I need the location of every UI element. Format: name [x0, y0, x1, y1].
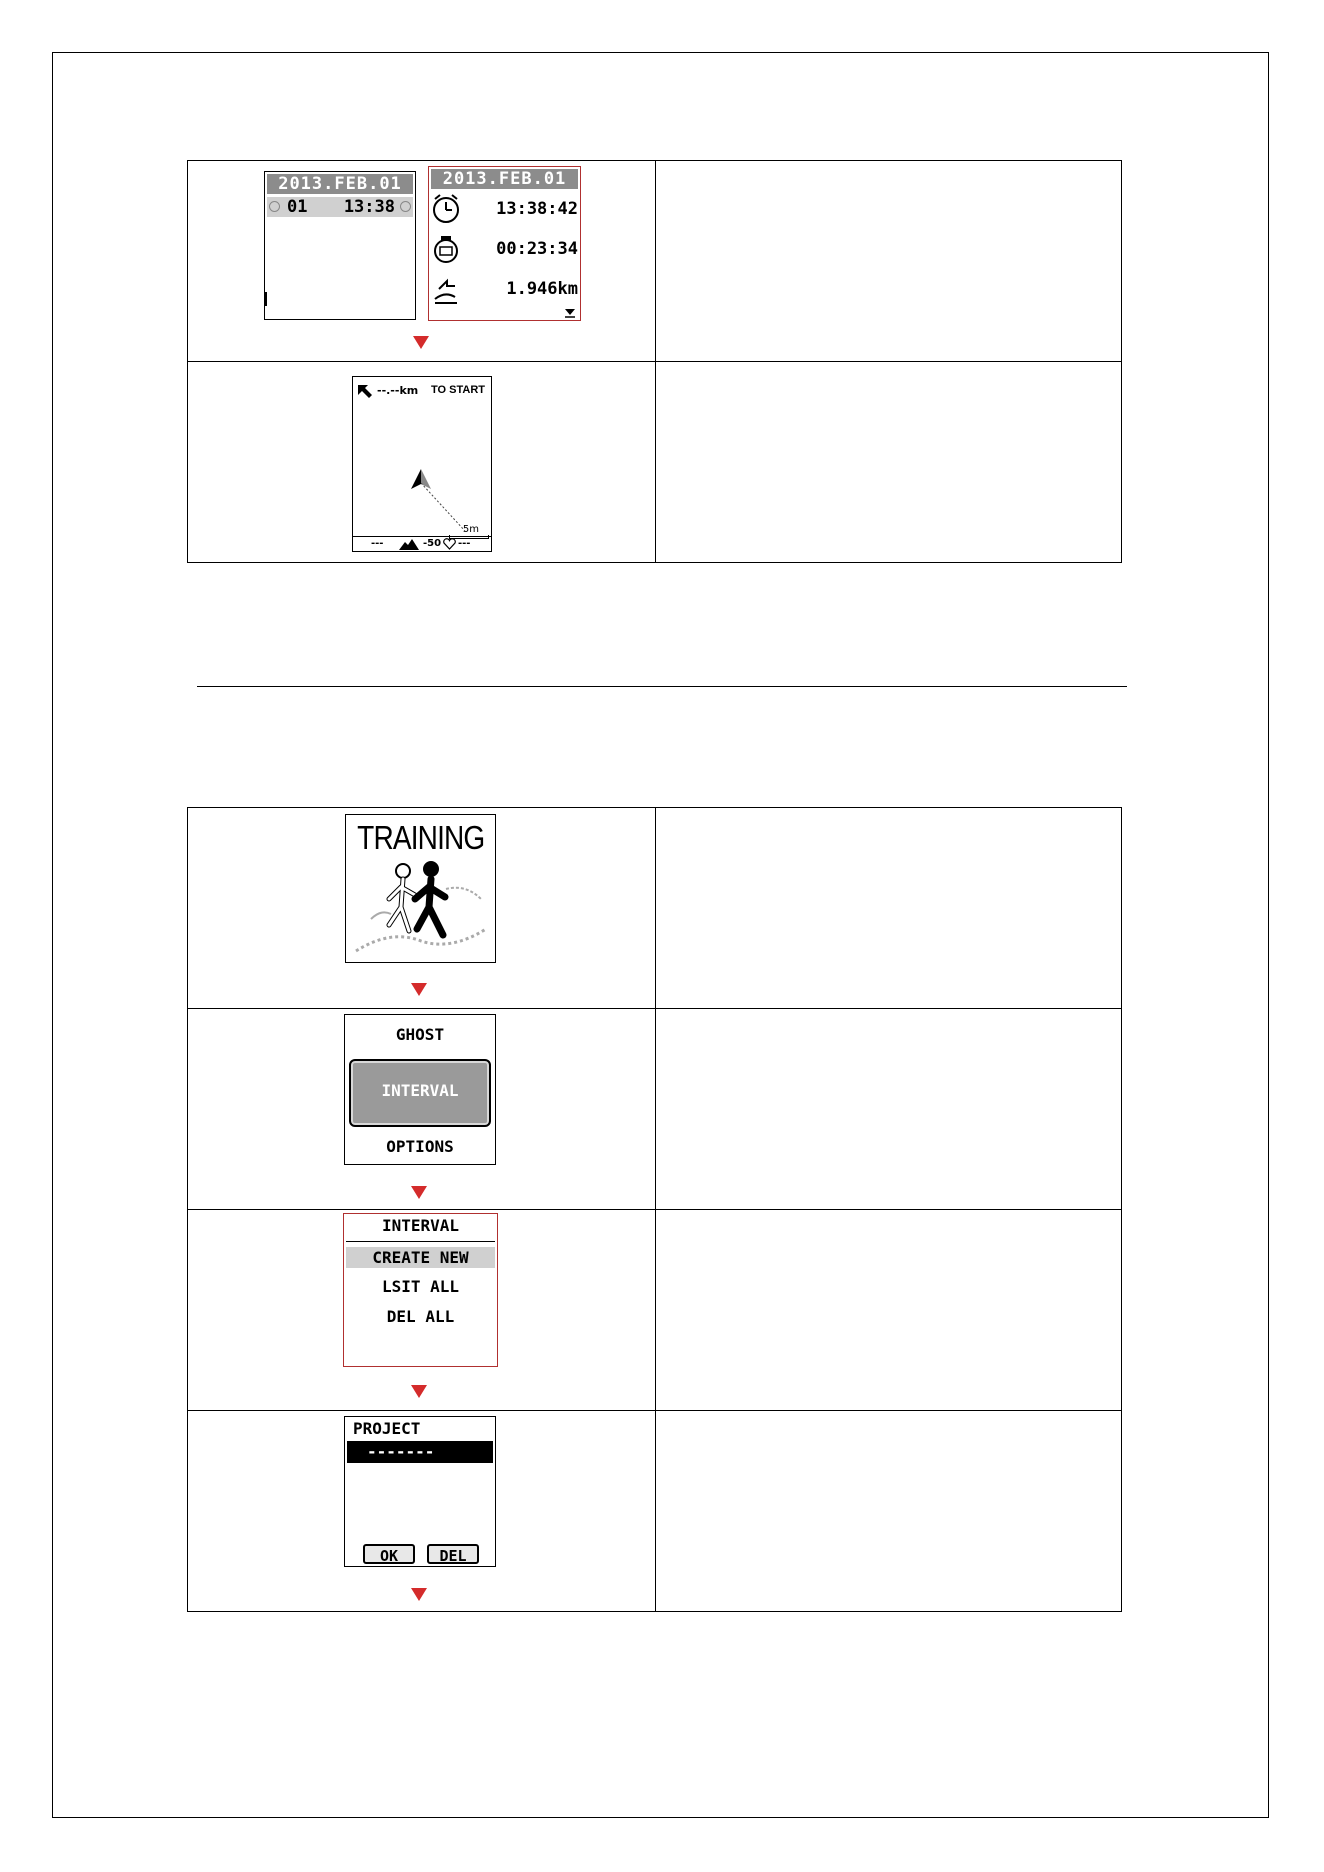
screenshot-cell — [188, 808, 656, 1009]
altitude-value: -50 — [423, 538, 442, 549]
project-screen — [344, 1416, 496, 1567]
timer-value: 00:23:34 — [496, 239, 578, 259]
screenshot-cell — [188, 1411, 656, 1612]
steps-table-1 — [187, 160, 1122, 563]
description-cell — [656, 1210, 1122, 1411]
footer-left: --- — [371, 538, 384, 549]
timer-stat-row — [429, 229, 580, 269]
nav-footer — [353, 536, 491, 551]
interval-item-create-new-label: CREATE NEW — [372, 1248, 469, 1267]
footer-right: --- — [458, 538, 471, 549]
time-value: 13:38:42 — [496, 199, 578, 219]
clock-row — [267, 197, 413, 217]
circle-icon — [400, 201, 411, 212]
red-down-arrow-icon — [411, 1385, 427, 1398]
runners-illustration — [351, 859, 491, 959]
screenshot-cell — [188, 362, 656, 563]
description-cell — [656, 362, 1122, 563]
menu-item-interval[interactable] — [349, 1059, 491, 1127]
red-down-arrow-icon — [413, 336, 429, 349]
stopwatch-icon — [431, 233, 461, 265]
back-arrow-icon — [356, 383, 374, 399]
circle-icon — [269, 201, 280, 212]
red-down-arrow-icon — [411, 1588, 427, 1601]
date-bar: 2013.FEB.01 — [431, 169, 578, 189]
to-start-label: TO START — [431, 384, 485, 396]
red-down-arrow-icon — [411, 983, 427, 996]
description-cell — [656, 808, 1122, 1009]
ok-button[interactable] — [363, 1544, 415, 1564]
interval-screen — [343, 1213, 498, 1367]
clock-screen — [264, 171, 416, 320]
interval-item-list-all[interactable]: LSIT ALL — [381, 1277, 460, 1296]
date-bar: 2013.FEB.01 — [267, 174, 413, 194]
stats-screen — [428, 166, 581, 321]
title-underline — [346, 1241, 495, 1242]
del-button-label: DEL — [439, 1547, 467, 1565]
mountain-icon — [399, 538, 419, 550]
section-divider — [197, 686, 1127, 687]
interval-title: INTERVAL — [381, 1216, 460, 1235]
ok-button-label: OK — [379, 1547, 399, 1565]
scale-label: 5m — [462, 524, 479, 535]
heart-icon — [443, 538, 456, 550]
cursor-mark — [265, 292, 267, 306]
distance-icon — [431, 273, 461, 305]
training-title: TRAINING — [357, 819, 485, 856]
alarm-clock-icon — [431, 193, 461, 225]
description-cell — [656, 1411, 1122, 1612]
scroll-down-icon — [564, 306, 576, 318]
time-value: 13:38 — [343, 197, 395, 217]
project-name-field[interactable] — [347, 1441, 493, 1463]
description-cell — [656, 1009, 1122, 1210]
distance-to-start: --.--km — [377, 384, 419, 397]
navigation-screen — [352, 376, 492, 552]
training-screen — [345, 814, 496, 963]
menu-item-interval-label: INTERVAL — [381, 1081, 459, 1100]
clock-stat-row — [429, 189, 580, 229]
distance-stat-row — [429, 269, 580, 309]
screenshot-cell — [188, 161, 656, 362]
menu-item-options[interactable]: OPTIONS — [386, 1137, 454, 1156]
menu-item-ghost[interactable]: GHOST — [395, 1025, 445, 1044]
del-button[interactable] — [427, 1544, 479, 1564]
training-menu-screen — [344, 1014, 496, 1165]
interval-item-del-all[interactable]: DEL ALL — [386, 1307, 455, 1326]
interval-item-create-new[interactable] — [346, 1247, 495, 1268]
distance-value: 1.946km — [506, 279, 578, 299]
description-cell — [656, 161, 1122, 362]
screenshot-cell — [188, 1210, 656, 1411]
red-down-arrow-icon — [411, 1186, 427, 1199]
project-title: PROJECT — [353, 1419, 421, 1438]
project-name-value: ------- — [367, 1442, 435, 1461]
screenshot-cell — [188, 1009, 656, 1210]
day-value: 01 — [287, 197, 308, 217]
steps-table-2 — [187, 807, 1122, 1612]
